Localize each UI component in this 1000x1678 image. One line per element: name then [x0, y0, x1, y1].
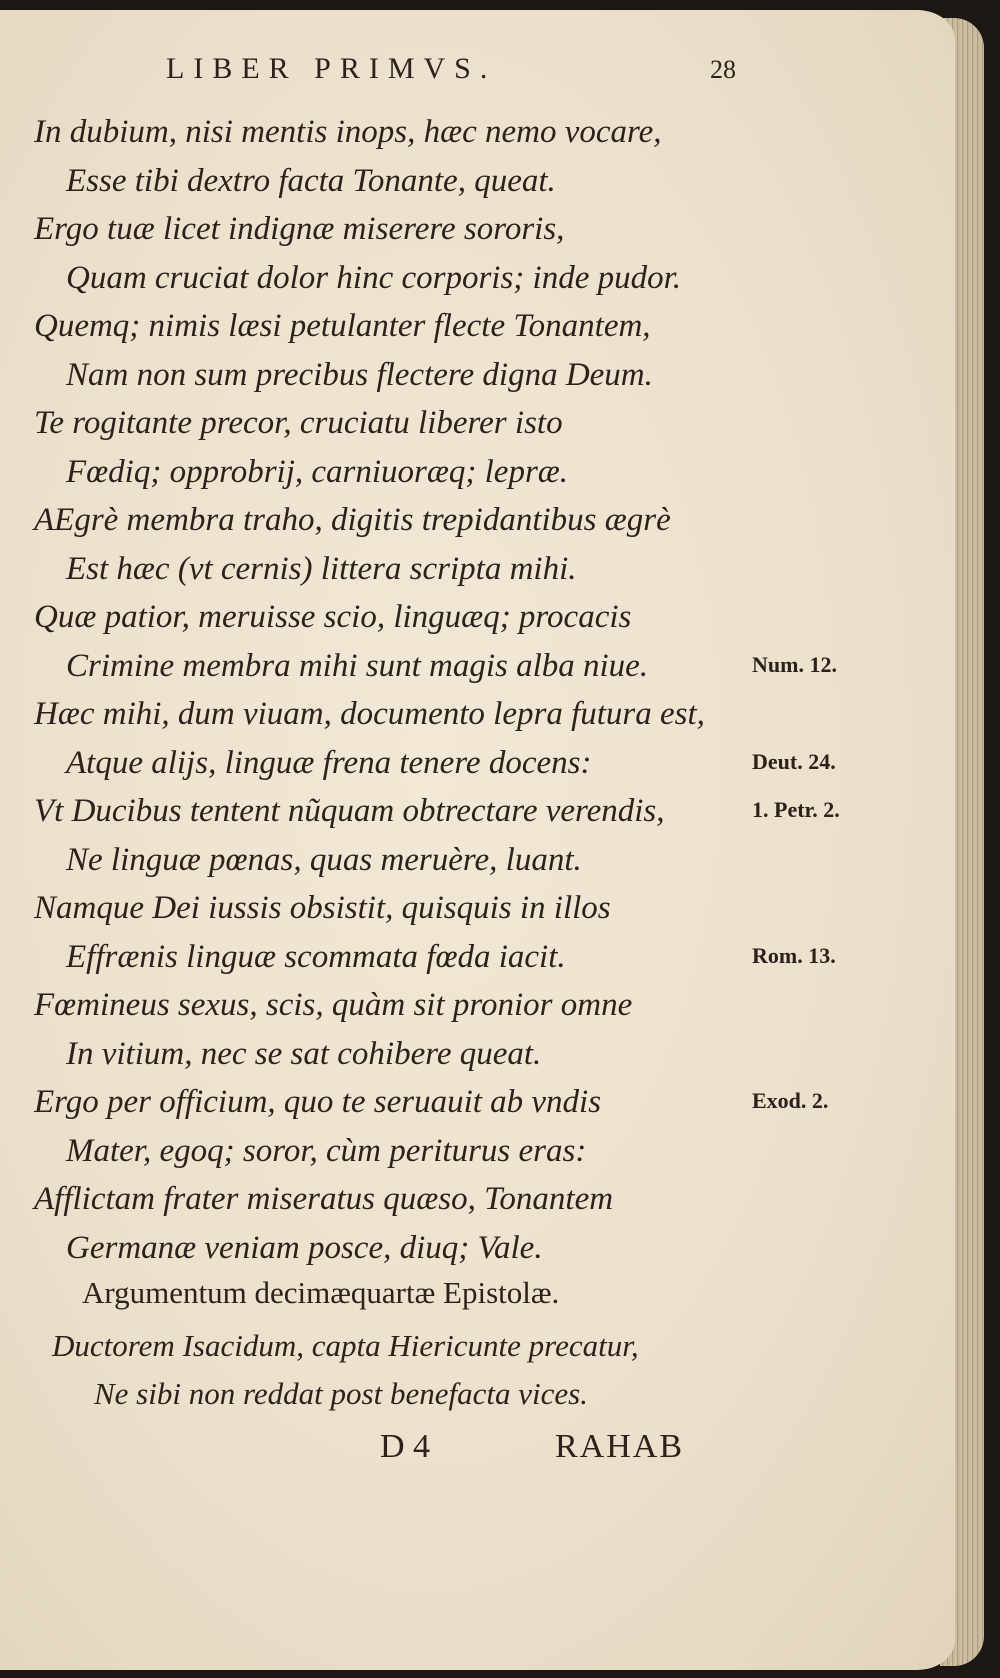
- verse-line: Ergo tuæ licet indignæ miserere sororis,: [34, 211, 565, 247]
- verse-line: Esse tibi dextro facta Tonante, queat.: [66, 162, 556, 199]
- margin-reference: Rom. 13.: [752, 942, 836, 968]
- verse-line: Crimine membra mihi sunt magis alba niue.: [66, 647, 649, 684]
- verse-line: Fœmineus sexus, scis, quàm sit pronior omne: [34, 987, 633, 1023]
- verse-line: Atque alijs, linguæ frena tenere docens:: [66, 744, 592, 781]
- verse-line: Mater, egoq; soror, cùm periturus eras:: [66, 1132, 587, 1169]
- verse-line: AEgrè membra traho, digitis trepidantibus ægrè: [34, 502, 671, 538]
- verse-line: Te rogitante precor, cruciatu liberer isto: [34, 405, 563, 441]
- verse-line: Germanæ veniam posce, diuq; Vale.: [66, 1229, 543, 1266]
- argument-line: Ne sibi non reddat post benefacta vices.: [94, 1376, 588, 1411]
- folio-number: 28: [710, 55, 736, 84]
- verse-line: Nam non sum precibus flectere digna Deum.: [66, 356, 653, 393]
- margin-reference: Deut. 24.: [752, 748, 836, 774]
- verse-line: In dubium, nisi mentis inops, hæc nemo vocare,: [34, 114, 662, 150]
- verse-line: Effrænis linguæ scommata fœda iacit.: [66, 938, 566, 975]
- argument-title: Argumentum decimæquartæ Epistolæ.: [82, 1275, 560, 1310]
- verse-line: Namque Dei iussis obsistit, quisquis in illos: [34, 890, 611, 926]
- verse-line: Ne linguæ pœnas, quas meruère, luant.: [66, 841, 582, 878]
- argument-line: Ductorem Isacidum, capta Hiericunte precatur,: [52, 1328, 639, 1363]
- margin-reference: Exod. 2.: [752, 1088, 829, 1113]
- margin-reference: Num. 12.: [752, 651, 837, 677]
- verse-block: [0, 108, 760, 1272]
- verse-line: Quam cruciat dolor hinc corporis; inde pudor.: [66, 259, 682, 296]
- catchword: RAHAB: [555, 1428, 685, 1465]
- running-title: LIBER PRIMVS.: [166, 52, 497, 85]
- verse-line: Quemq; nimis læsi petulanter flecte Tonantem,: [34, 308, 651, 344]
- verse-line: Fœdiq; opprobrij, carniuoræq; lepræ.: [66, 453, 569, 490]
- verse-line: Vt Ducibus tentent nũquam obtrectare verendis,: [34, 793, 665, 829]
- verse-line: Quæ patior, meruisse scio, linguæq; procacis: [34, 599, 632, 635]
- verse-line: Est hæc (vt cernis) littera scripta mihi.: [66, 550, 577, 587]
- verse-line: Hæc mihi, dum viuam, documento lepra futura est,: [34, 696, 705, 732]
- verse-line: In vitium, nec se sat cohibere queat.: [66, 1035, 542, 1072]
- verse-line: Afflictam frater miseratus quæso, Tonantem: [34, 1181, 614, 1217]
- verse-line: Ergo per officium, quo te seruauit ab vndis: [34, 1084, 602, 1120]
- margin-reference: 1. Petr. 2.: [752, 797, 840, 822]
- signature-mark: D 4: [380, 1428, 431, 1465]
